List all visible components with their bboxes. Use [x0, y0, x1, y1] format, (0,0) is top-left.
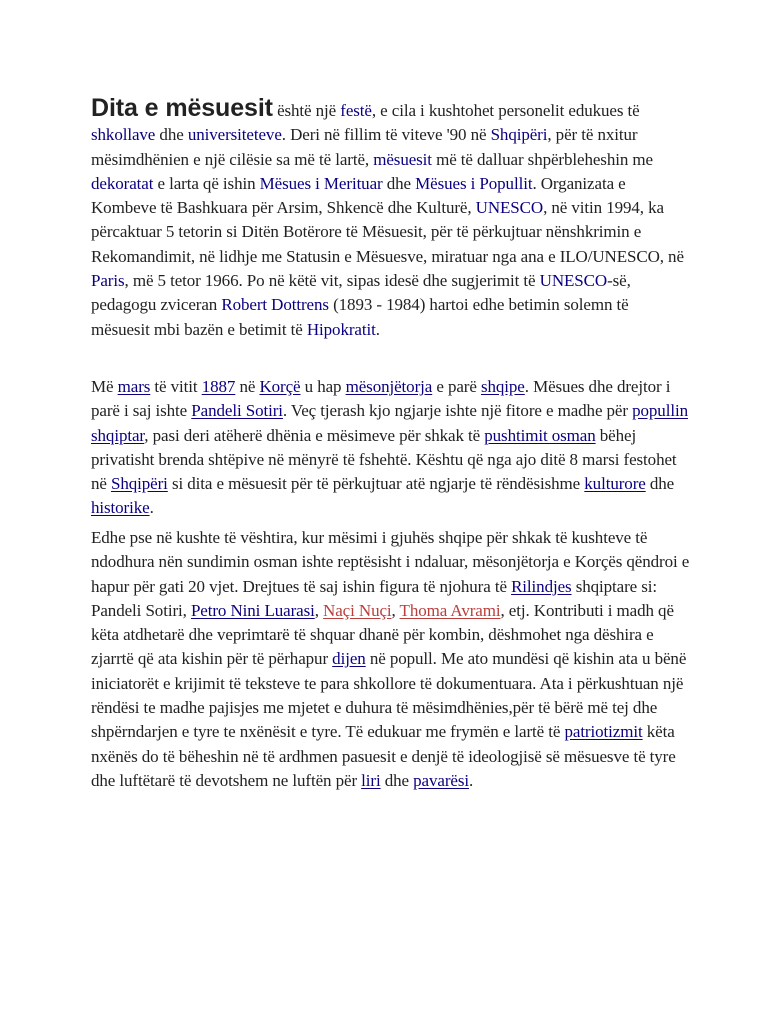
- link-dijen[interactable]: dijen: [332, 649, 366, 669]
- text-run: . Deri në fillim të viteve '90 në: [281, 125, 491, 145]
- text-run: të vitit: [150, 377, 202, 396]
- text-run: .: [468, 770, 474, 790]
- text-run: dhe: [155, 125, 188, 145]
- text-run: -së, pedagogu zviceran: [91, 271, 631, 315]
- link-dekoratat[interactable]: dekoratat: [91, 173, 154, 193]
- link-naci-nuci[interactable]: Naçi Nuçi: [323, 600, 392, 620]
- link-kulturore[interactable]: kulturore: [584, 474, 646, 494]
- paragraph-intro: [91, 96, 691, 342]
- text-run: u hap: [300, 377, 346, 396]
- text-run: më të dalluar shpërbleheshin me: [431, 149, 653, 169]
- page-title: Dita e mësuesit: [91, 94, 273, 122]
- text-run: si dita e mësuesit për të përkujtuar atë ngjarje të rëndësishme: [167, 474, 585, 494]
- link-unesco-2[interactable]: UNESCO: [539, 271, 608, 291]
- link-shqiperi[interactable]: Shqipëri: [490, 125, 548, 145]
- link-popullin[interactable]: popullin: [632, 401, 688, 421]
- text-run: . Mësues dhe drejtor i parë i saj ishte: [91, 377, 671, 421]
- link-pavaresi[interactable]: pavarësi: [413, 770, 469, 790]
- text-run: e larta që ishin: [153, 173, 260, 193]
- text-run: , e cila i kushtohet personelit edukues të: [371, 101, 640, 120]
- text-run: në popull. Me ato mundësi që kishin ata u bënë iniciatorët e krijimit të teksteve te para shkollore të dokumentuara. Ata i përkushtuan një rëndësi te madhe pajisjes me mjetet e duhura të mësimdhënies,për të bërë më tej dhe shpërndarjen e tyre te nxënësit e tyre. Të edukuar me frymën e lartë të: [91, 649, 687, 742]
- paragraph-history: [91, 375, 691, 521]
- link-petro-nini-luarasi[interactable]: Petro Nini Luarasi: [190, 600, 315, 620]
- text-run: . Veç tjerash kjo ngjarje ishte një fitore e madhe për: [282, 401, 633, 421]
- link-mars[interactable]: mars: [117, 377, 151, 396]
- text-run: , pasi deri atëherë dhënia e mësimeve për shkak të: [144, 425, 485, 445]
- link-universiteteve[interactable]: universiteteve: [187, 125, 282, 145]
- text-run: në: [235, 377, 260, 396]
- text-run: shqiptare si: Pandeli Sotiri,: [91, 576, 658, 620]
- text-run: (1893 - 1984) hartoi edhe betimin solemn të mësuesit mbi bazën e betimit të: [91, 295, 629, 339]
- text-run: është një: [272, 101, 341, 120]
- text-run: .: [149, 498, 154, 518]
- text-run: e parë: [432, 377, 481, 396]
- link-korce[interactable]: Korçë: [259, 377, 301, 396]
- link-robert-dottrens[interactable]: Robert Dottrens: [221, 295, 329, 315]
- link-1887[interactable]: 1887: [201, 377, 236, 396]
- link-mesuesit[interactable]: mësuesit: [373, 149, 432, 169]
- paragraph-korca-school: [91, 526, 691, 793]
- link-thoma-avrami[interactable]: Thoma Avrami: [399, 600, 501, 620]
- link-feste[interactable]: festë: [340, 101, 372, 120]
- text-run: , etj. Kontributi i madh që këta atdhetarë dhe veprimtarë të shquar dhanë për kombin, dëshmohet nga dëshira e zjarrtë që ata kishin për të përhapur: [91, 600, 674, 669]
- text-run: bëhej privatisht brenda shtëpive në mënyrë të fshehtë. Kështu që nga ajo ditë 8 marsi festohet në: [91, 425, 677, 494]
- text-run: , më 5 tetor 1966. Po në këtë vit, sipas idesë dhe sugjerimit të: [124, 271, 540, 291]
- text-run: , për të nxitur mësimdhënien e një cilësie sa më të lartë,: [91, 125, 638, 169]
- link-liri[interactable]: liri: [361, 770, 381, 790]
- link-shqiptar[interactable]: shqiptar: [91, 425, 145, 445]
- link-mesues-i-popullit[interactable]: Mësues i Popullit: [415, 173, 533, 193]
- link-pushtimit-osman[interactable]: pushtimit osman: [484, 425, 596, 445]
- text-run: këta nxënës do të bëheshin në të ardhmen pasuesit e denjë të ideologjisë së mësuesve të tyre dhe luftëtarë të devotshem ne luftën për: [91, 722, 676, 790]
- link-hipokratit[interactable]: Hipokratit: [306, 319, 376, 339]
- text-run: dhe: [380, 770, 414, 790]
- text-run: Më: [91, 377, 118, 396]
- link-mesues-i-merituar[interactable]: Mësues i Merituar: [259, 173, 383, 193]
- text-run: .: [375, 319, 380, 339]
- text-run: , në vitin 1994, ka përcaktuar 5 tetorin si Ditën Botërore të Mësuesit, për të përkujtuar nënshkrimin e Rekomandimit, në lidhje me Statusin e Mësuesve, miratuar nga ana e ILO/UNESCO, në: [91, 198, 684, 266]
- link-rilindjes[interactable]: Rilindjes: [511, 576, 572, 596]
- link-unesco[interactable]: UNESCO: [475, 198, 544, 218]
- text-run: ,: [391, 600, 400, 620]
- text-run: dhe: [645, 474, 675, 494]
- link-shqiperi-2[interactable]: Shqipëri: [111, 474, 168, 494]
- link-paris[interactable]: Paris: [91, 271, 125, 291]
- link-patriotizmit[interactable]: patriotizmit: [564, 722, 643, 742]
- link-shqipe[interactable]: shqipe: [480, 377, 525, 396]
- text-run: . Organizata e Kombeve të Bashkuara për Arsim, Shkencë dhe Kulturë,: [91, 173, 626, 218]
- link-pandeli-sotiri[interactable]: Pandeli Sotiri: [191, 401, 283, 421]
- text-run: dhe: [382, 173, 416, 193]
- text-run: Edhe pse në kushte të vështira, kur mësimi i gjuhës shqipe për shkak të kushteve të ndodhura nën sundimin osman ishte reptësisht i ndaluar, mësonjëtorja e Korçës qëndroi e hapur për gati 20 vjet. Drejtues të saj ishin figura të njohura të: [91, 528, 690, 596]
- text-run: ,: [314, 600, 324, 620]
- link-shkollave[interactable]: shkollave: [91, 125, 156, 145]
- link-mesonjetorja[interactable]: mësonjëtorja: [345, 377, 433, 396]
- link-historike[interactable]: historike: [91, 498, 150, 518]
